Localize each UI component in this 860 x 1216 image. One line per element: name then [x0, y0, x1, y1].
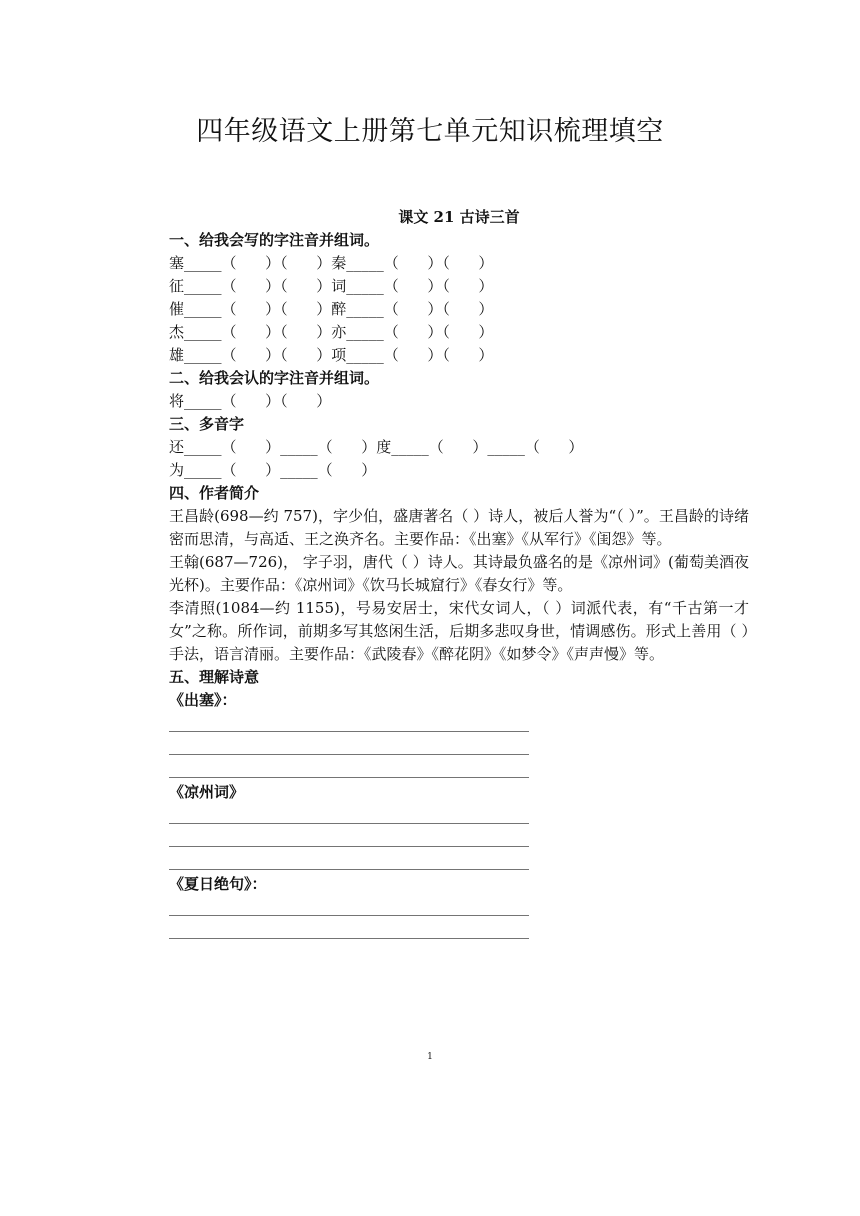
author-paragraph: 王翰(687—726)， 字子羽，唐代（ ）诗人。其诗最负盛名的是《凉州词》(葡萄美酒夜光杯)。主要作品：《凉州词》《饮马长城窟行》《春女行》等。	[169, 553, 749, 594]
section-3-heading: 三、多音字	[169, 415, 245, 433]
page-title: 四年级语文上册第七单元知识梳理填空	[196, 116, 664, 147]
answer-blank-line: ________________________________________________	[169, 829, 529, 847]
poem-title: 《凉州词》	[169, 783, 245, 801]
answer-blank-line: ________________________________________________	[169, 737, 529, 755]
answer-blank-line: ________________________________________________	[169, 898, 529, 916]
fill-row: 将_____（ ）（ ）	[169, 392, 332, 410]
page-number: 1	[427, 1052, 433, 1062]
answer-blank-line: ________________________________________________	[169, 921, 529, 939]
fill-row: 为_____（ ）_____（ ）	[169, 461, 377, 479]
poem-title: 《出塞》：	[169, 691, 237, 709]
answer-blank-line: ________________________________________________	[169, 760, 529, 778]
answer-blank-line: ________________________________________________	[169, 806, 529, 824]
fill-row: 还_____（ ）_____（ ）度_____（ ）_____（ ）	[169, 438, 584, 456]
author-paragraph: 王昌龄(698—约 757)，字少伯，盛唐著名（ ）诗人，被后人誉为“（ ）”。王昌龄的诗绪密而思清，与高适、王之涣齐名。主要作品：《出塞》《从军行》《闺怨》等。	[169, 507, 750, 548]
poem-title: 《夏日绝句》：	[169, 875, 267, 893]
fill-row: 杰_____（ ）（ ）亦_____（ ）（ ）	[169, 323, 494, 341]
worksheet-body	[169, 206, 749, 942]
answer-blank-line: ________________________________________________	[169, 852, 529, 870]
lesson-title: 课文 21 古诗三首	[398, 208, 520, 226]
section-5-heading: 五、理解诗意	[169, 668, 260, 686]
fill-row: 催_____（ ）（ ）醉_____（ ）（ ）	[169, 300, 494, 318]
fill-row: 雄_____（ ）（ ）项_____（ ）（ ）	[169, 346, 494, 364]
answer-blank-line: ________________________________________________	[169, 714, 529, 732]
section-2-heading: 二、给我会认的字注音并组词。	[169, 369, 380, 387]
fill-row: 塞_____（ ）（ ）秦_____（ ）（ ）	[169, 254, 494, 272]
section-1-heading: 一、给我会写的字注音并组词。	[169, 231, 380, 249]
section-4-heading: 四、作者简介	[169, 484, 260, 502]
author-paragraph: 李清照(1084—约 1155)，号易安居士，宋代女词人，（ ）词派代表，有“千古第一才女”之称。所作词，前期多写其悠闲生活，后期多悲叹身世，情调感伤。形式上善用（ ）手法，语言清丽。主要作品：《武陵春》《醉花阴》《如梦令》《声声慢》等。	[169, 599, 749, 663]
fill-row: 征_____（ ）（ ）词_____（ ）（ ）	[169, 277, 494, 295]
